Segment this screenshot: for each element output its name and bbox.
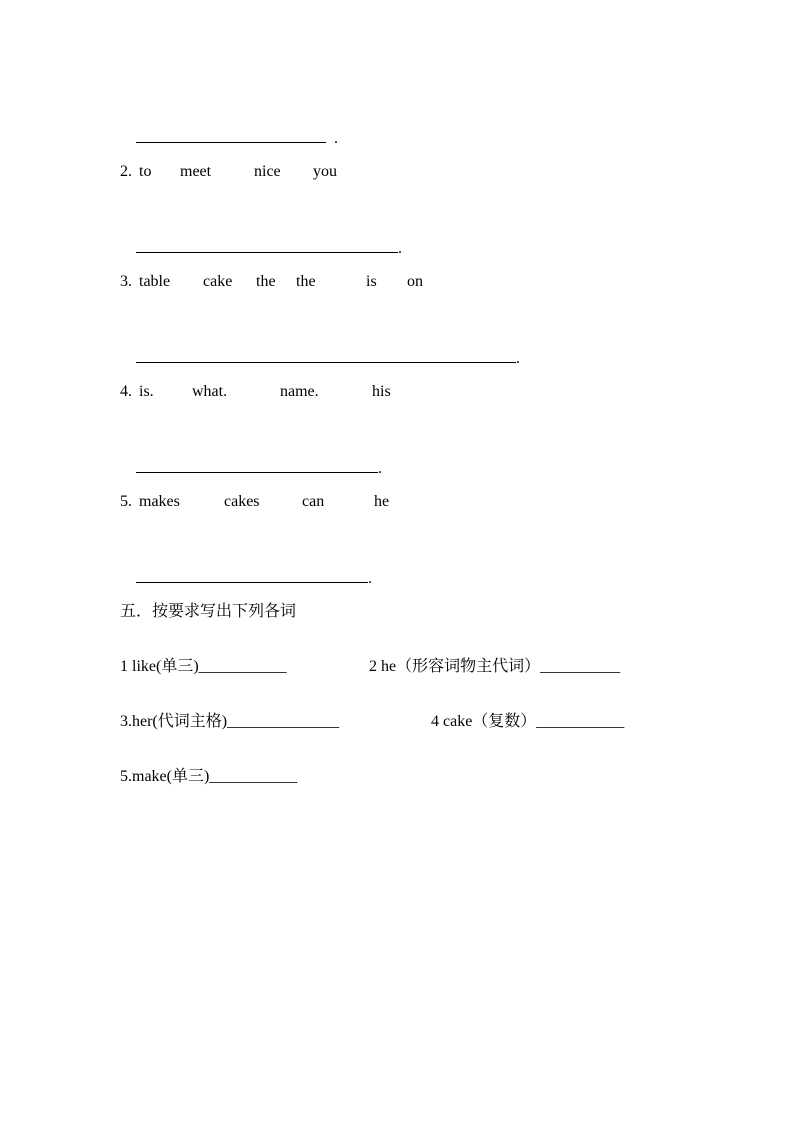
word: is bbox=[366, 273, 377, 290]
question-2 bbox=[120, 162, 520, 182]
word: makes bbox=[139, 493, 180, 510]
line-end-punct: . bbox=[398, 240, 402, 257]
word: the bbox=[296, 273, 316, 290]
word: cake bbox=[203, 273, 233, 290]
word: nice bbox=[254, 163, 281, 180]
word: name. bbox=[280, 383, 319, 400]
blank-underline bbox=[136, 348, 516, 363]
blank-underline bbox=[136, 568, 368, 583]
blank-underline bbox=[136, 458, 378, 473]
answer-line-1[interactable] bbox=[120, 108, 338, 169]
word: table bbox=[139, 273, 171, 290]
exercise-item-5[interactable]: 5.make(单三)___________ bbox=[120, 768, 298, 785]
exercise-item-3[interactable]: 3.her(代词主格)______________ bbox=[120, 713, 340, 730]
question-3 bbox=[120, 272, 520, 292]
question-number: 2. bbox=[120, 163, 132, 180]
line-end-punct: . bbox=[326, 130, 338, 147]
word: to bbox=[139, 163, 152, 180]
word: meet bbox=[180, 163, 212, 180]
blank-underline bbox=[136, 238, 398, 253]
exercise-row-2 bbox=[120, 712, 680, 732]
exercise-item-4[interactable]: 4 cake（复数）___________ bbox=[431, 713, 625, 730]
exercise-item-1[interactable]: 1 like(单三)___________ bbox=[120, 658, 287, 675]
answer-line-3[interactable] bbox=[120, 328, 520, 389]
word: he bbox=[374, 493, 390, 510]
word: the bbox=[256, 273, 276, 290]
line-end-punct: . bbox=[516, 350, 520, 367]
line-end-punct: . bbox=[368, 570, 372, 587]
question-4 bbox=[120, 382, 520, 402]
word: what. bbox=[192, 383, 228, 400]
answer-line-2[interactable] bbox=[120, 218, 402, 279]
section-heading: 五．按要求写出下列各词 bbox=[120, 601, 297, 620]
question-number: 4. bbox=[120, 383, 132, 400]
question-number: 5. bbox=[120, 493, 132, 510]
exercise-row-3 bbox=[120, 767, 680, 787]
word: can bbox=[302, 493, 325, 510]
word: cakes bbox=[224, 493, 260, 510]
blank-underline bbox=[136, 128, 326, 143]
exercise-item-2[interactable]: 2 he（形容词物主代词）__________ bbox=[369, 658, 621, 675]
word: on bbox=[407, 273, 423, 290]
exercise-row-1 bbox=[120, 657, 680, 677]
answer-line-5[interactable] bbox=[120, 548, 372, 609]
line-end-punct: . bbox=[378, 460, 382, 477]
question-number: 3. bbox=[120, 273, 132, 290]
answer-line-4[interactable] bbox=[120, 438, 382, 499]
word: you bbox=[313, 163, 337, 180]
word: his bbox=[372, 383, 391, 400]
question-5 bbox=[120, 492, 520, 512]
word: is. bbox=[139, 383, 154, 400]
